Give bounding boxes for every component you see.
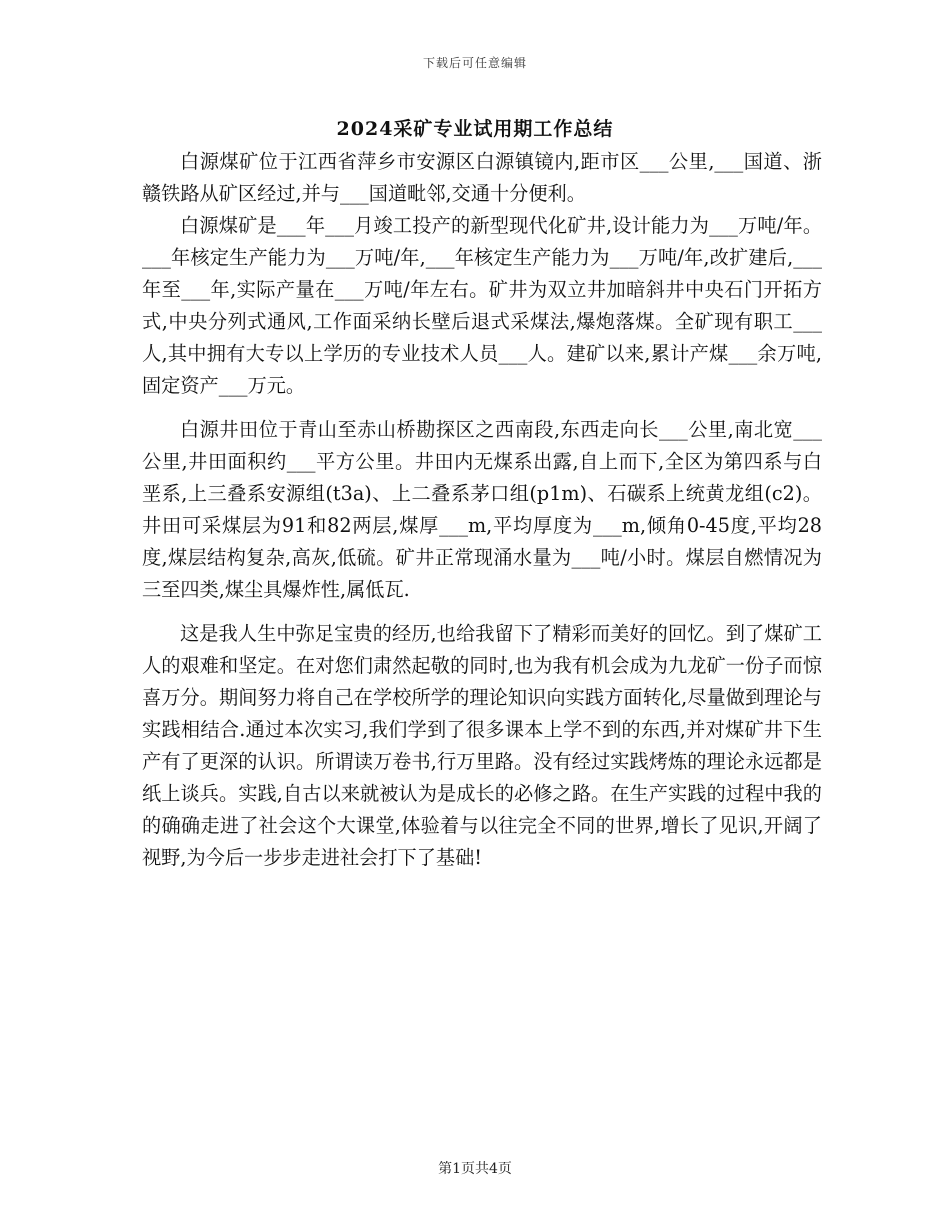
paragraph-location: 白源煤矿位于江西省萍乡市安源区白源镇镜内,距市区___公里,___国道、浙赣铁路从矿区经过,并与___国道毗邻,交通十分便利。: [142, 150, 822, 205]
document-title: 2024采矿专业试用期工作总结: [336, 118, 614, 140]
document-body: [142, 146, 822, 874]
page-number: 第1页共4页: [438, 1161, 512, 1177]
paragraph-geology: 白源井田位于青山至赤山桥勘探区之西南段,东西走向长___公里,南北宽___公里,井田面积约___平方公里。井田内无煤系出露,自上而下,全区为第四系与白垩系,上三叠系安源组(t3a)、上二叠系茅口组(p1m)、石碳系上统黄龙组(c2)。井田可采煤层为91和82两层,煤厚___m,平均厚度为___m,倾角0-45度,平均28度,煤层结构复杂,高灰,低硫。矿井正常现涌水量为___吨/小时。煤层自燃情况为三至四类,煤尘具爆炸性,属低瓦.: [142, 418, 822, 601]
paragraph-mine-overview: 白源煤矿是___年___月竣工投产的新型现代化矿井,设计能力为___万吨/年。___年核定生产能力为___万吨/年,___年核定生产能力为___万吨/年,改扩建后,___年至___年,实际产量在___万吨/年左右。矿井为双立井加暗斜井中央石门开拓方式,中央分列式通风,工作面采纳长壁后退式采煤法,爆炮落煤。全矿现有职工___人,其中拥有大专以上学历的专业技术人员___人。建矿以来,累计产煤___余万吨,固定资产___万元。: [142, 214, 822, 397]
paragraph-reflection: 这是我人生中弥足宝贵的经历,也给我留下了精彩而美好的回忆。到了煤矿工人的艰难和坚定。在对您们肃然起敬的同时,也为我有机会成为九龙矿一份子而惊喜万分。期间努力将自己在学校所学的理论知识向实践方面转化,尽量做到理论与实践相结合.通过本次实习,我们学到了很多课本上学不到的东西,并对煤矿井下生产有了更深的认识。所谓读万卷书,行万里路。没有经过实践烤炼的理论永远都是纸上谈兵。实践,自古以来就被认为是成长的必修之路。在生产实践的过程中我的的确确走进了社会这个大课堂,体验着与以往完全不同的世界,增长了见识,开阔了视野,为今后一步步走进社会打下了基础!: [142, 622, 822, 869]
page-header-note: 下载后可任意编辑: [422, 56, 527, 70]
